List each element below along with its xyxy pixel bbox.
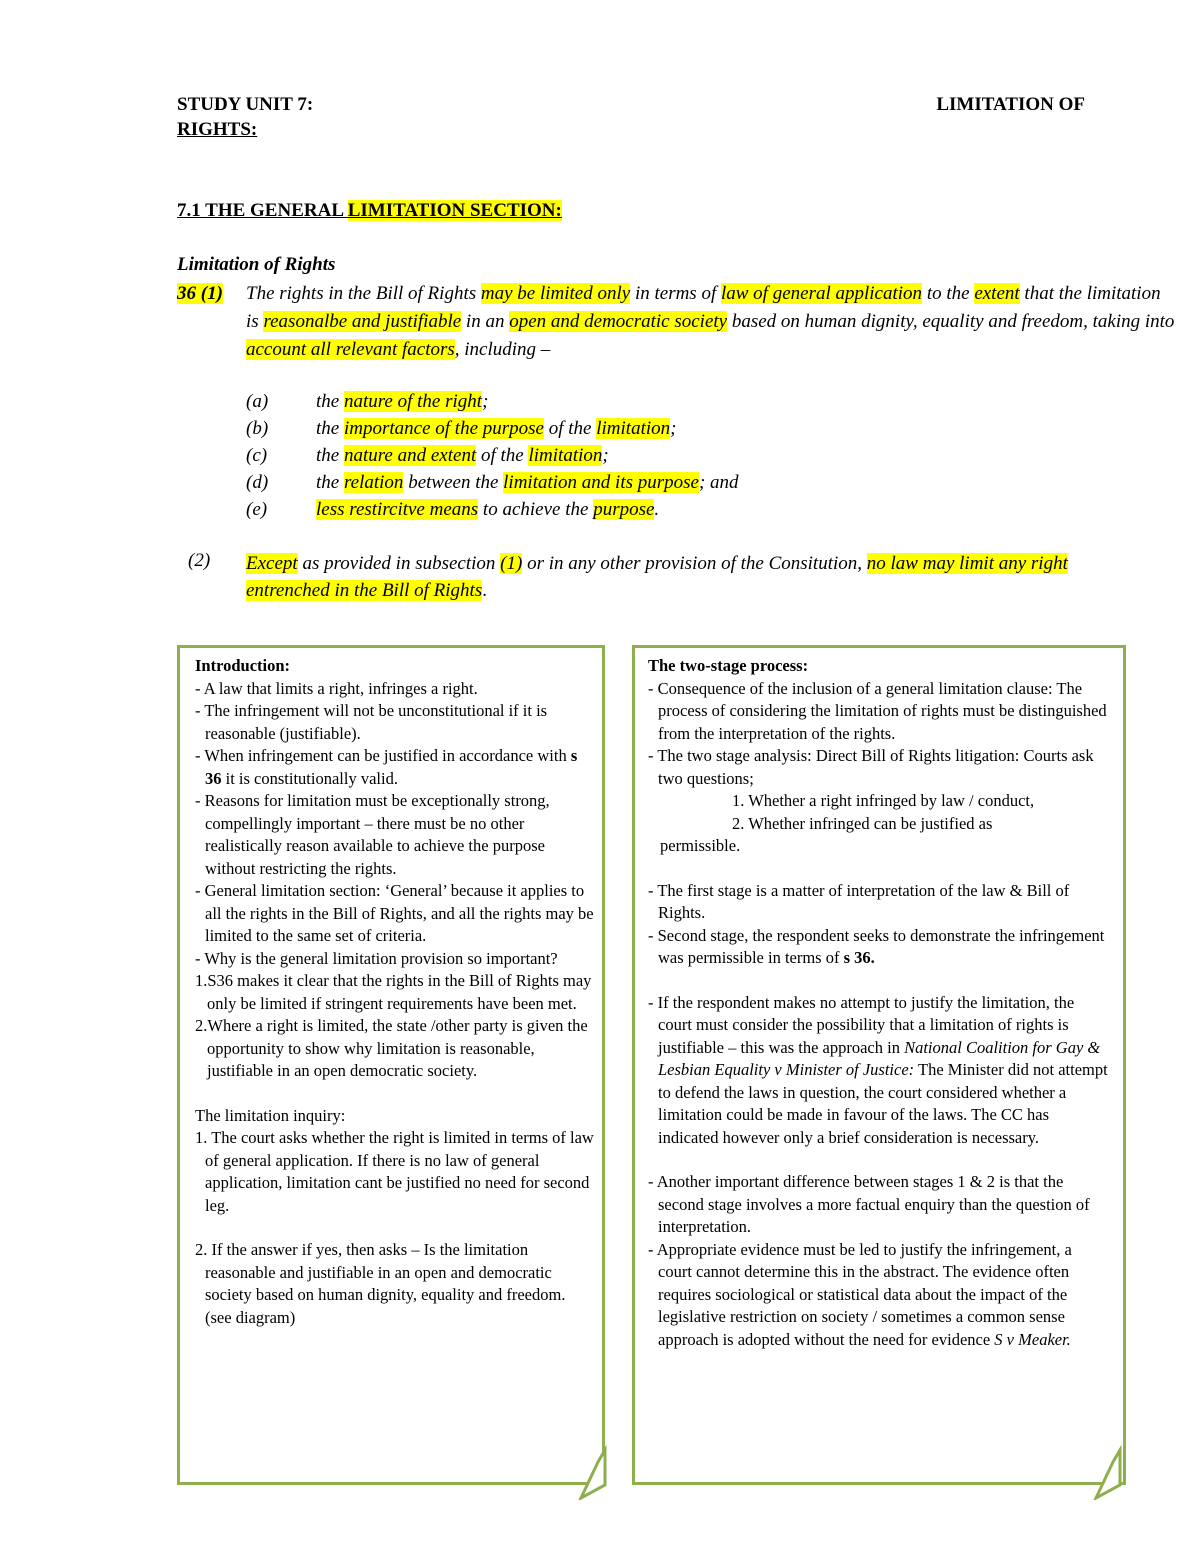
text-run: , including – [454, 339, 551, 360]
text-run: or in any other provision of the Consitution, [522, 553, 867, 574]
list-item: - Why is the general limitation provision so important? [195, 948, 558, 968]
text-run: between the [403, 472, 504, 493]
bold-run: s 36. [843, 948, 875, 967]
text-run: . [482, 580, 487, 601]
factor-e [246, 496, 739, 523]
list-item: - The first stage is a matter of interpretation of the law & Bill of Rights. [648, 880, 1070, 922]
highlight-run: less restircitve means [316, 499, 479, 520]
title-left: STUDY UNIT 7: [177, 94, 314, 115]
text-run: in an [461, 311, 510, 332]
list-item: - The two stage analysis: Direct Bill of Rights litigation: Courts ask two questions; [648, 746, 1094, 788]
text-run: ; [602, 445, 609, 466]
factor-label: (d) [246, 472, 269, 493]
text-run: as provided in subsection [297, 553, 501, 574]
text-run: - When infringement can be justified in accordance with [195, 746, 571, 765]
section-number-text: 36 (1) [177, 283, 223, 304]
section-number [177, 280, 223, 308]
text-run: - If the respondent makes no attempt to justify the limitation, the court must consider the possibility that a limitation of rights is justifiable – this was the approach in [648, 992, 1075, 1057]
highlight-run: limitation [596, 418, 671, 439]
list-item: - Reasons for limitation must be exceptionally strong, compellingly important – there must be no other realistically reason available to achieve the purpose without restricting the rights. [195, 791, 550, 878]
subsection-2-text [246, 550, 1146, 604]
highlight-run: may be limited only [480, 283, 631, 304]
highlight-run: limitation and its purpose [503, 472, 699, 493]
highlight-run: extent [974, 283, 1020, 304]
highlight-run: reasonalbe and justifiable [263, 311, 462, 332]
factor-label: (e) [246, 499, 268, 520]
case-name: S v Meaker. [994, 1329, 1071, 1349]
title-line2: RIGHTS: [177, 119, 258, 140]
introduction-content [195, 655, 595, 1329]
list-item: - Consequence of the inclusion of a general limitation clause: The process of considering the limitation of rights must be distinguished from the interpretation of the rights. [648, 678, 1107, 743]
limitation-heading: Limitation of Rights [177, 254, 336, 275]
highlight-run: open and democratic society [509, 311, 728, 332]
factors-list [246, 388, 739, 523]
highlight-run: no law may limit any right entrenched in the Bill of Rights [246, 553, 1068, 601]
list-item: 2. If the answer if yes, then asks – Is the limitation reasonable and justifiable in an open and democratic society based on human dignity, equality and freedom. (see diagram) [195, 1240, 566, 1327]
highlight-run: relation [343, 472, 404, 493]
list-item [648, 992, 1108, 1150]
list-item: - Another important difference between stages 1 & 2 is that the second stage involves a more factual enquiry than the question of interpretation. [648, 1172, 1090, 1236]
list-item [195, 745, 595, 790]
factor-label: (b) [246, 418, 269, 439]
highlight-run: limitation [528, 445, 603, 466]
text-run: to achieve the [478, 499, 594, 520]
list-item: 1.S36 makes it clear that the rights in the Bill of Rights may only be limited if stringent requirements have been met. [195, 971, 592, 1013]
text-run: ; [482, 391, 489, 412]
highlight-run: account all relevant factors [246, 339, 455, 360]
text-run: . [654, 499, 660, 520]
question-1: 1. Whether a right infringed by law / conduct, [732, 791, 1035, 810]
list-item [648, 1239, 1108, 1352]
question-2-cont: permissible. [660, 836, 741, 855]
text-run: in terms of [630, 283, 721, 304]
section-36-1-text [246, 280, 1176, 364]
text-run: based on human dignity, equality and freedom, taking into [727, 311, 1175, 332]
section-heading-prefix: 7.1 THE GENERAL [177, 200, 348, 221]
page-curl-icon [1090, 1438, 1130, 1500]
title-right: LIMITATION OF [936, 94, 1085, 115]
text-run: The rights in the Bill of Rights [246, 283, 481, 304]
text-run: it is constitutionally valid. [221, 768, 398, 788]
highlight-run: Except [246, 553, 298, 574]
highlight-run: (1) [500, 553, 523, 574]
page-curl-icon [575, 1438, 615, 1500]
text-run: of the [476, 445, 529, 466]
text-run: the [316, 472, 344, 493]
list-item: - General limitation section: ‘General’ because it applies to all the rights in the Bill of Rights, and all the rights may be limited to the same set of criteria. [195, 881, 594, 945]
factor-label: (c) [246, 445, 268, 466]
highlight-run: nature of the right [343, 391, 483, 412]
text-run: the [316, 418, 344, 439]
section-heading [177, 200, 562, 222]
document-title [177, 92, 1085, 142]
highlight-run: purpose [593, 499, 655, 520]
list-item: 2.Where a right is limited, the state /other party is given the opportunity to show why limitation is reasonable, justifiable in an open democratic society. [195, 1016, 588, 1080]
highlight-run: law of general application [720, 283, 923, 304]
list-item: 1. The court asks whether the right is limited in terms of law of general application. If there is no law of general application, limitation cant be justified no need for second leg. [195, 1128, 594, 1215]
list-item: - The infringement will not be unconstitutional if it is reasonable (justifiable). [195, 701, 548, 743]
question-2: 2. Whether infringed can be justified as [732, 813, 993, 833]
text-run: the [316, 391, 344, 412]
factor-c [246, 442, 739, 469]
section-heading-highlight: LIMITATION SECTION: [347, 200, 562, 221]
bold-run: s 36 [205, 746, 578, 788]
text-run: of the [543, 418, 597, 439]
factor-a [246, 388, 739, 415]
text-run: ; [670, 418, 677, 439]
highlight-run: importance of the purpose [343, 418, 544, 439]
text-run: ; and [698, 472, 739, 493]
factor-d [246, 469, 739, 496]
text-run: the [316, 445, 344, 466]
inquiry-heading: The limitation inquiry: [195, 1105, 346, 1125]
text-run: - Second stage, the respondent seeks to demonstrate the infringement was permissible in terms of [648, 925, 1105, 967]
text-run: to the [922, 283, 975, 304]
subsection-number: (2) [188, 550, 211, 571]
text-run: The Minister did not attempt to defend the laws in question, the court considered whether a limitation could be made in favour of the laws. The CC has indicated however only a brief consideration is necessary. [658, 1060, 1108, 1147]
highlight-run: nature and extent [343, 445, 477, 466]
list-item: - A law that limits a right, infringes a right. [195, 678, 478, 698]
text-run: that the limitation is [246, 283, 1161, 332]
introduction-heading: Introduction: [195, 656, 291, 675]
text-run: - Appropriate evidence must be led to justify the infringement, a court cannot determine this in the abstract. The evidence often requires sociological or statistical data about the impact of the legislative restriction on society / sometimes a common sense approach is adopted without the need for evidence [648, 1239, 1072, 1349]
two-stage-heading: The two-stage process: [648, 656, 809, 675]
two-stage-content [648, 655, 1108, 1351]
factor-label: (a) [246, 391, 269, 412]
case-name: National Coalition for Gay & Lesbian Equality v Minister of Justice: [658, 1037, 1101, 1079]
factor-b [246, 415, 739, 442]
list-item [648, 925, 1108, 970]
